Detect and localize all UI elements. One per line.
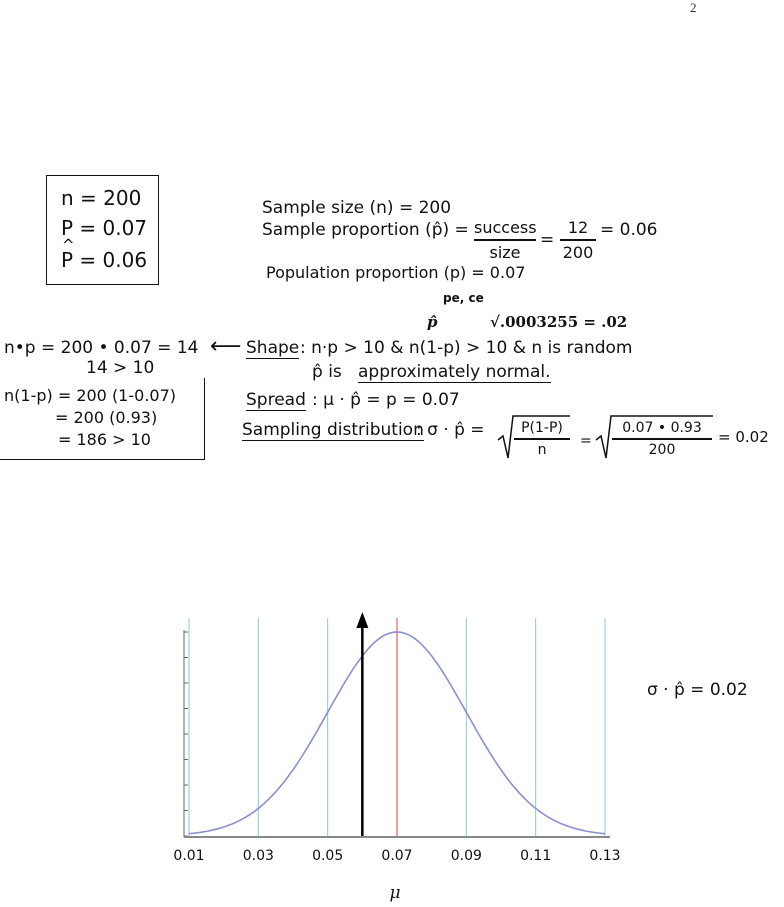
fraction-denominator: size xyxy=(489,242,521,262)
sqrt1-numerator: P(1-P) xyxy=(521,420,563,436)
given-n: n = 200 xyxy=(61,186,142,210)
x-tick-label: 0.09 xyxy=(450,848,482,864)
fraction-numerator: success xyxy=(474,218,537,237)
spread-label: Spread xyxy=(246,390,306,410)
x-tick-label: 0.07 xyxy=(381,848,413,864)
fraction-numerator: 12 xyxy=(567,218,589,237)
given-p-hat: ^ P = 0.06 xyxy=(61,250,147,270)
n1p-line-1: n(1-p) = 200 (1-0.07) xyxy=(4,386,176,405)
left-arrow-icon: ⟵ xyxy=(210,334,242,359)
sqrt1-denominator: n xyxy=(537,441,547,458)
np-check: 14 > 10 xyxy=(86,358,155,378)
x-tick-label: 0.11 xyxy=(520,848,552,864)
sampling-distribution-label: Sampling distribution xyxy=(242,420,424,440)
population-proportion-line: Population proportion (p) = 0.07 xyxy=(266,263,526,282)
y-ticks xyxy=(184,632,188,836)
x-tick-label: 0.13 xyxy=(589,848,621,864)
given-p: P = 0.07 xyxy=(61,216,148,240)
equals-sign: = xyxy=(580,433,592,449)
x-tick-label: 0.05 xyxy=(312,848,344,864)
sqrt2-numerator: 0.07 • 0.93 xyxy=(622,420,702,436)
arrow-head xyxy=(356,612,368,628)
shape-line2-a: p̂ is xyxy=(312,362,342,382)
sampling-result: = 0.02 xyxy=(718,428,769,446)
sample-proportion-label: Sample proportion (p̂) = xyxy=(262,220,469,240)
np-calc: n•p = 200 • 0.07 = 14 xyxy=(4,338,199,358)
n1p-line-2: = 200 (0.93) xyxy=(55,408,158,427)
x-tick-label: 0.01 xyxy=(173,848,205,864)
sample-proportion-result: = 0.06 xyxy=(600,220,658,240)
spread-text: : μ · p̂ = p = 0.07 xyxy=(312,390,460,410)
shape-label: Shape xyxy=(246,338,300,358)
shape-text: : n·p > 10 & n(1-p) > 10 & n is random xyxy=(300,338,633,358)
page-number: 2 xyxy=(690,0,697,15)
sqrt2-denominator: 200 xyxy=(648,441,676,458)
sqrt-expression: √.0003255 = .02 xyxy=(490,313,628,331)
sigma-note: σ · p̂ = 0.02 xyxy=(647,680,748,700)
pe-ce-label: pe, ce xyxy=(443,291,484,305)
equals-sign: = xyxy=(540,230,555,250)
marker-arrow xyxy=(356,612,368,836)
p-hat-typed: p̂ xyxy=(427,313,438,331)
sampling-text: : σ · p̂ = xyxy=(416,420,485,440)
x-tick-label: 0.03 xyxy=(242,848,274,864)
n1p-line-3: = 186 > 10 xyxy=(58,430,151,449)
shape-line2-b: approximately normal. xyxy=(358,362,551,382)
sample-size-line: Sample size (n) = 200 xyxy=(262,198,452,218)
x-tick-labels xyxy=(173,848,620,864)
fraction-denominator: 200 xyxy=(562,242,594,262)
chart-grid xyxy=(189,618,605,836)
x-axis-label: μ xyxy=(389,883,401,903)
